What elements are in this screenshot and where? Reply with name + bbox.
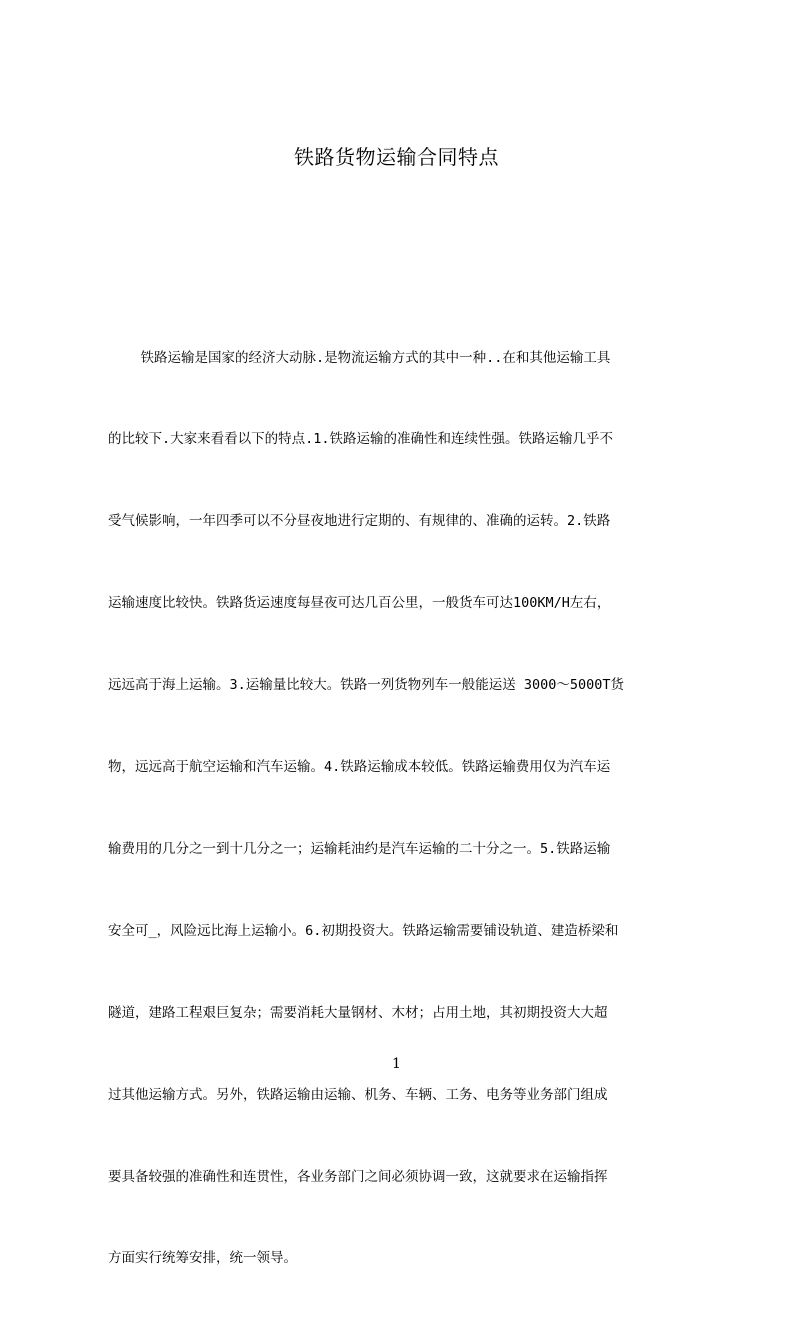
body-line: 铁路运输是国家的经济大动脉.是物流运输方式的其中一种..在和其他运输工具 xyxy=(108,349,611,366)
body-line: 方面实行统筹安排，统一领导。 xyxy=(108,1250,297,1267)
body-line: 要具备较强的准确性和连贯性，各业务部门之间必须协调一致，这就要求在运输指挥 xyxy=(108,1168,608,1185)
body-line: 的比较下.大家来看看以下的特点.1.铁路运输的准确性和连续性强。铁路运输几乎不 xyxy=(108,431,614,448)
body-line: 输费用的几分之一到十几分之一；运输耗油约是汽车运输的二十分之一。5.铁路运输 xyxy=(108,840,611,857)
body-line: 过其他运输方式。另外，铁路运输由运输、机务、车辆、工务、电务等业务部门组成 xyxy=(108,1086,608,1103)
body-line: 安全可_，风险远比海上运输小。6.初期投资大。铁路运输需要铺设轨道、建造桥梁和 xyxy=(108,922,619,939)
body-line: 远远高于海上运输。3.运输量比较大。铁路一列货物列车一般能运送 3000～5000T货 xyxy=(108,677,625,694)
page-number: 1 xyxy=(392,1056,401,1072)
body-line: 受气候影响，一年四季可以不分昼夜地进行定期的、有规律的、准确的运转。2.铁路 xyxy=(108,513,611,530)
body-paragraph xyxy=(108,290,698,1327)
page-title: 铁路货物运输合同特点 xyxy=(294,145,499,169)
body-line: 隧道，建路工程艰巨复杂；需要消耗大量钢材、木材；占用土地，其初期投资大大超 xyxy=(108,1004,608,1021)
body-line: 物，远远高于航空运输和汽车运输。4.铁路运输成本较低。铁路运输费用仅为汽车运 xyxy=(108,759,611,776)
body-line: 运输速度比较快。铁路货运速度每昼夜可达几百公里，一般货车可达100KM/H左右， xyxy=(108,595,611,612)
